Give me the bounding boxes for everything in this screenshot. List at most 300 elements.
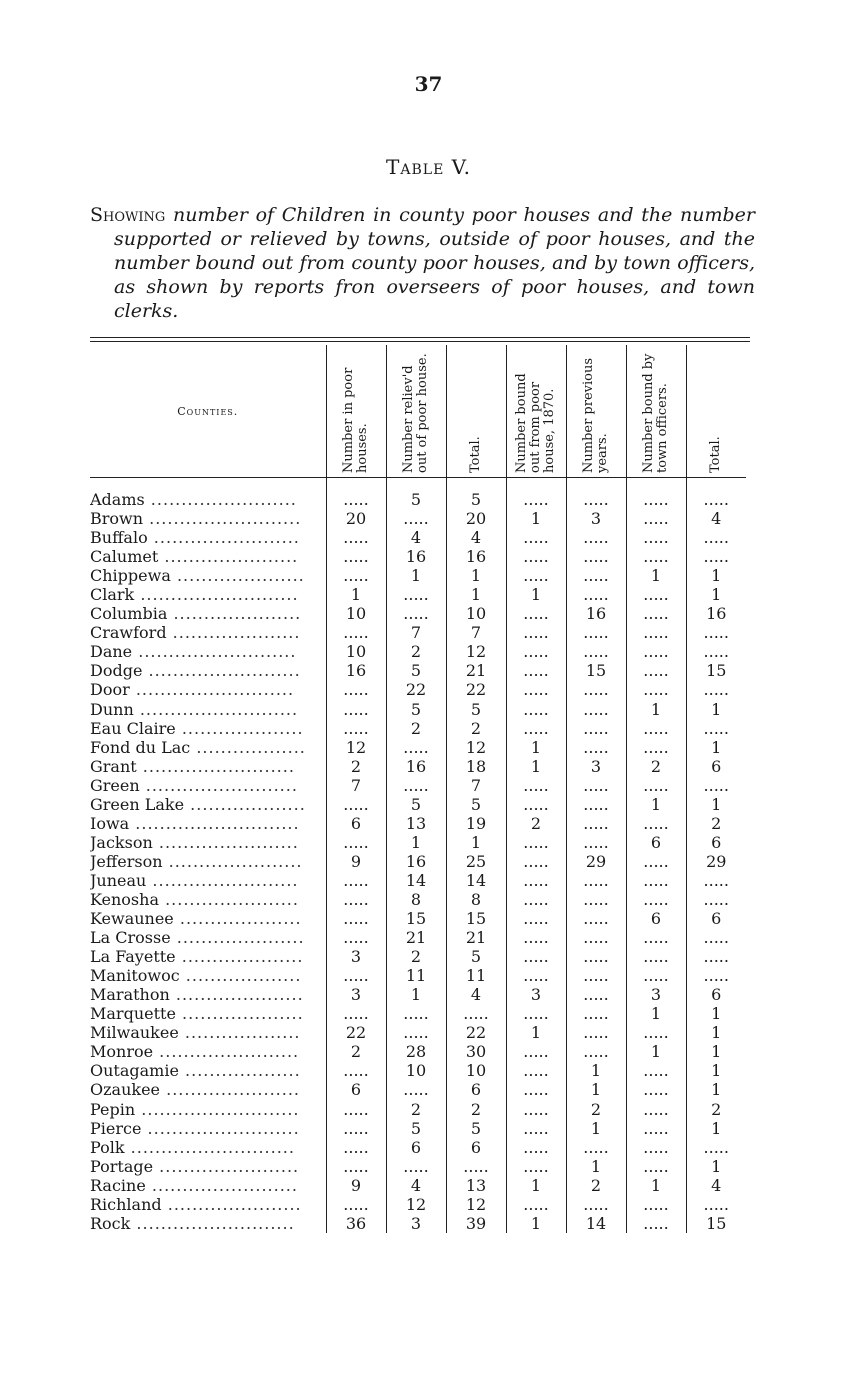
cell-c4: .....	[506, 795, 566, 814]
leader-dots: ...........................	[124, 1137, 295, 1157]
county-label: Green	[90, 775, 140, 795]
cell-c2: 16	[386, 852, 446, 871]
header-total-b	[686, 345, 746, 478]
cell-c7: 6	[686, 909, 746, 928]
cell-c6: .....	[626, 719, 686, 738]
cell-c2: .....	[386, 509, 446, 528]
county-name	[90, 604, 326, 623]
cell-c7: .....	[686, 623, 746, 642]
cell-c1: .....	[326, 478, 386, 510]
cell-c7: .....	[686, 719, 746, 738]
cell-c6: .....	[626, 852, 686, 871]
cell-c3: 14	[446, 871, 506, 890]
county-name	[90, 1023, 326, 1042]
table-row	[90, 1157, 746, 1176]
cell-c7: .....	[686, 890, 746, 909]
cell-c5: .....	[566, 928, 626, 947]
county-name	[90, 852, 326, 871]
table-row	[90, 661, 746, 680]
cell-c2: 4	[386, 528, 446, 547]
table-row	[90, 1214, 746, 1233]
cell-c2: .....	[386, 585, 446, 604]
cell-c3: 30	[446, 1042, 506, 1061]
cell-c3: 22	[446, 680, 506, 699]
header-bound-town-officers	[626, 345, 686, 478]
table-row	[90, 1042, 746, 1061]
cell-c4: .....	[506, 833, 566, 852]
cell-c6: .....	[626, 642, 686, 661]
cell-c3: 12	[446, 1195, 506, 1214]
cell-c6: .....	[626, 890, 686, 909]
cell-c3: 6	[446, 1080, 506, 1099]
cell-c2: .....	[386, 1023, 446, 1042]
cell-c6: .....	[626, 1157, 686, 1176]
cell-c1: .....	[326, 1004, 386, 1023]
cell-c7: .....	[686, 1138, 746, 1157]
cell-c1: .....	[326, 890, 386, 909]
county-label: Monroe	[90, 1042, 154, 1062]
cell-c1: 16	[326, 661, 386, 680]
cell-c4: .....	[506, 566, 566, 585]
cell-c5: 1	[566, 1157, 626, 1176]
table-caption	[90, 203, 755, 323]
children-table	[90, 345, 746, 1233]
cell-c5: .....	[566, 478, 626, 510]
county-name	[90, 547, 326, 566]
cell-c1: .....	[326, 909, 386, 928]
header-in-poor-houses	[326, 345, 386, 478]
cell-c1: 2	[326, 757, 386, 776]
cell-c6: .....	[626, 1138, 686, 1157]
cell-c1: 36	[326, 1214, 386, 1233]
cell-c4: .....	[506, 909, 566, 928]
leader-dots: ....................	[175, 947, 304, 967]
county-name	[90, 719, 326, 738]
cell-c3: 1	[446, 566, 506, 585]
cell-c2: 1	[386, 833, 446, 852]
county-label: Kewaunee	[90, 909, 174, 929]
cell-c3: 4	[446, 985, 506, 1004]
cell-c5: 1	[566, 1080, 626, 1099]
header-bound-out-1870	[506, 345, 566, 478]
county-name	[90, 1176, 326, 1195]
cell-c4: 3	[506, 985, 566, 1004]
cell-c4: 1	[506, 738, 566, 757]
cell-c2: 10	[386, 1061, 446, 1080]
cell-c5: .....	[566, 642, 626, 661]
leader-dots: ..........................	[130, 1213, 295, 1233]
header-relieved-out	[386, 345, 446, 478]
cell-c6: .....	[626, 1214, 686, 1233]
cell-c2: 5	[386, 700, 446, 719]
cell-c1: 3	[326, 985, 386, 1004]
header-bound-out-1870-label: Number bound out from poor house, 1870.	[514, 373, 557, 473]
cell-c4: .....	[506, 890, 566, 909]
county-label: Calumet	[90, 547, 159, 567]
cell-c5: .....	[566, 719, 626, 738]
cell-c4: .....	[506, 1157, 566, 1176]
leader-dots: ........................	[146, 870, 299, 890]
cell-c5: .....	[566, 871, 626, 890]
cell-c7: 1	[686, 585, 746, 604]
cell-c4: 2	[506, 814, 566, 833]
cell-c1: .....	[326, 566, 386, 585]
county-label: Racine	[90, 1175, 146, 1195]
table-row	[90, 757, 746, 776]
leader-dots: ...........................	[129, 813, 300, 833]
cell-c4: 1	[506, 757, 566, 776]
cell-c3: 5	[446, 700, 506, 719]
cell-c3: 2	[446, 1100, 506, 1119]
county-name	[90, 890, 326, 909]
cell-c4: .....	[506, 1195, 566, 1214]
cell-c7: 6	[686, 833, 746, 852]
cell-c5: .....	[566, 680, 626, 699]
cell-c1: 10	[326, 642, 386, 661]
header-total-b-label: Total.	[708, 436, 724, 473]
cell-c4: .....	[506, 928, 566, 947]
cell-c2: 15	[386, 909, 446, 928]
cell-c1: .....	[326, 623, 386, 642]
cell-c1: .....	[326, 1138, 386, 1157]
cell-c1: 6	[326, 1080, 386, 1099]
cell-c2: 14	[386, 871, 446, 890]
cell-c2: 13	[386, 814, 446, 833]
cell-c7: .....	[686, 947, 746, 966]
county-name	[90, 1061, 326, 1080]
cell-c4: .....	[506, 1061, 566, 1080]
cell-c6: .....	[626, 1080, 686, 1099]
cell-c3: 2	[446, 719, 506, 738]
cell-c1: .....	[326, 1119, 386, 1138]
cell-c3: 11	[446, 966, 506, 985]
cell-c4: .....	[506, 852, 566, 871]
county-name	[90, 985, 326, 1004]
cell-c4: .....	[506, 947, 566, 966]
county-label: Pierce	[90, 1118, 142, 1138]
cell-c3: 4	[446, 528, 506, 547]
table-row	[90, 1176, 746, 1195]
cell-c4: .....	[506, 1042, 566, 1061]
table-row	[90, 1138, 746, 1157]
cell-c7: 1	[686, 1042, 746, 1061]
cell-c1: 9	[326, 852, 386, 871]
cell-c4: .....	[506, 604, 566, 623]
leader-dots: ..........................	[133, 699, 299, 719]
cell-c2: .....	[386, 1004, 446, 1023]
county-label: Milwaukee	[90, 1023, 179, 1043]
cell-c3: 15	[446, 909, 506, 928]
cell-c5: .....	[566, 985, 626, 1004]
county-name	[90, 585, 326, 604]
cell-c3: 10	[446, 1061, 506, 1080]
cell-c3: 22	[446, 1023, 506, 1042]
cell-c5: 1	[566, 1061, 626, 1080]
cell-c5: .....	[566, 738, 626, 757]
cell-c5: 2	[566, 1176, 626, 1195]
county-label: Door	[90, 680, 130, 700]
cell-c2: 3	[386, 1214, 446, 1233]
cell-c1: .....	[326, 528, 386, 547]
leader-dots: ...................	[178, 1061, 301, 1081]
cell-c1: .....	[326, 928, 386, 947]
cell-c1: 20	[326, 509, 386, 528]
header-bound-town-officers-label: Number bound by town officers.	[641, 353, 670, 473]
cell-c1: 1	[326, 585, 386, 604]
table-row	[90, 547, 746, 566]
cell-c6: .....	[626, 947, 686, 966]
leader-dots: ...................	[179, 966, 302, 986]
cell-c4: .....	[506, 478, 566, 510]
cell-c6: .....	[626, 547, 686, 566]
county-name	[90, 1214, 326, 1233]
table-row	[90, 642, 746, 661]
cell-c1: .....	[326, 700, 386, 719]
county-name	[90, 661, 326, 680]
cell-c4: .....	[506, 547, 566, 566]
cell-c2: 6	[386, 1138, 446, 1157]
cell-c2: .....	[386, 1080, 446, 1099]
county-label: Fond du Lac	[90, 737, 191, 757]
leader-dots: .......................	[152, 832, 299, 852]
county-label: Jefferson	[90, 851, 163, 871]
cell-c4: 1	[506, 1214, 566, 1233]
cell-c7: 4	[686, 1176, 746, 1195]
cell-c6: .....	[626, 1061, 686, 1080]
cell-c4: .....	[506, 966, 566, 985]
table-row	[90, 604, 746, 623]
cell-c5: .....	[566, 585, 626, 604]
county-name	[90, 623, 326, 642]
cell-c1: 10	[326, 604, 386, 623]
county-name	[90, 478, 326, 510]
cell-c7: 6	[686, 757, 746, 776]
cell-c2: 2	[386, 1100, 446, 1119]
cell-c3: 20	[446, 509, 506, 528]
cell-c4: .....	[506, 1119, 566, 1138]
cell-c3: 25	[446, 852, 506, 871]
cell-c6: .....	[626, 585, 686, 604]
cell-c6: .....	[626, 1023, 686, 1042]
header-total-a	[446, 345, 506, 478]
cell-c3: 5	[446, 947, 506, 966]
cell-c3: 1	[446, 585, 506, 604]
county-name	[90, 757, 326, 776]
leader-dots: .........................	[141, 1118, 300, 1138]
cell-c5: 1	[566, 1119, 626, 1138]
cell-c3: 8	[446, 890, 506, 909]
header-previous-years	[566, 345, 626, 478]
cell-c7: 1	[686, 795, 746, 814]
cell-c6: 6	[626, 833, 686, 852]
cell-c7: .....	[686, 478, 746, 510]
header-counties: Counties.	[90, 345, 326, 478]
table-row	[90, 623, 746, 642]
cell-c2: 5	[386, 661, 446, 680]
cell-c7: 1	[686, 1119, 746, 1138]
cell-c6: .....	[626, 928, 686, 947]
county-label: Kenosha	[90, 890, 159, 909]
header-relieved-out-label: Number reliev'd out of poor house.	[401, 353, 430, 473]
cell-c3: 10	[446, 604, 506, 623]
cell-c6: .....	[626, 776, 686, 795]
cell-c6: .....	[626, 623, 686, 642]
leader-dots: ........................	[147, 528, 300, 548]
cell-c3: 5	[446, 478, 506, 510]
header-previous-years-label: Number previous years.	[581, 357, 610, 473]
cell-c5: .....	[566, 776, 626, 795]
table-row	[90, 776, 746, 795]
county-label: La Fayette	[90, 947, 176, 967]
county-label: Dodge	[90, 661, 143, 681]
cell-c3: .....	[446, 1004, 506, 1023]
cell-c3: 21	[446, 928, 506, 947]
leader-dots: ........................	[144, 490, 297, 510]
county-label: Crawford	[90, 623, 167, 643]
cell-c3: 6	[446, 1138, 506, 1157]
cell-c5: .....	[566, 966, 626, 985]
cell-c1: 3	[326, 947, 386, 966]
table-row	[90, 528, 746, 547]
county-label: Adams	[90, 490, 145, 510]
cell-c5: .....	[566, 1004, 626, 1023]
cell-c6: .....	[626, 528, 686, 547]
leader-dots: ......................	[158, 890, 299, 909]
county-name	[90, 1195, 326, 1214]
cell-c3: 39	[446, 1214, 506, 1233]
leader-dots: ......................	[161, 1194, 302, 1214]
county-label: Grant	[90, 756, 137, 776]
leader-dots: ....................	[173, 909, 302, 929]
county-label: Dunn	[90, 699, 134, 719]
leader-dots: ......................	[160, 1080, 301, 1100]
county-name	[90, 966, 326, 985]
leader-dots: .....................	[170, 928, 305, 948]
county-name	[90, 947, 326, 966]
table-row	[90, 738, 746, 757]
county-name	[90, 1119, 326, 1138]
cell-c7: 1	[686, 700, 746, 719]
table-row	[90, 909, 746, 928]
cell-c4: .....	[506, 623, 566, 642]
cell-c7: 1	[686, 738, 746, 757]
leader-dots: .........................	[136, 756, 295, 776]
cell-c5: .....	[566, 909, 626, 928]
table-row	[90, 1080, 746, 1099]
county-label: Green Lake	[90, 794, 185, 814]
cell-c3: 18	[446, 757, 506, 776]
county-name	[90, 928, 326, 947]
cell-c1: .....	[326, 966, 386, 985]
county-label: Juneau	[90, 870, 147, 890]
cell-c2: .....	[386, 776, 446, 795]
cell-c3: 19	[446, 814, 506, 833]
cell-c7: 15	[686, 1214, 746, 1233]
county-label: Outagamie	[90, 1061, 179, 1081]
cell-c2: .....	[386, 1157, 446, 1176]
county-label: Marathon	[90, 985, 170, 1005]
leader-dots: ..........................	[135, 1099, 300, 1119]
table-row	[90, 928, 746, 947]
leader-dots: ...................	[178, 1023, 301, 1043]
cell-c2: 11	[386, 966, 446, 985]
cell-c6: .....	[626, 509, 686, 528]
table-body	[90, 478, 746, 1233]
cell-c6: .....	[626, 478, 686, 510]
county-name	[90, 1080, 326, 1099]
cell-c2: 5	[386, 478, 446, 510]
cell-c7: 15	[686, 661, 746, 680]
cell-c5: .....	[566, 700, 626, 719]
page-number: 37	[414, 72, 443, 96]
county-label: Columbia	[90, 604, 168, 624]
leader-dots: ..........................	[132, 642, 297, 662]
county-label: Richland	[90, 1194, 162, 1214]
county-name	[90, 814, 326, 833]
cell-c3: 7	[446, 776, 506, 795]
table-header-row	[90, 345, 746, 478]
cell-c5: .....	[566, 795, 626, 814]
caption-text: number of Children in county poor houses and the number supported or relieved by towns, outside of poor houses, and the number bound out from county poor houses, and by town officers, as shown by reports fron overseers of poor houses, and town clerks.	[114, 204, 755, 322]
cell-c2: .....	[386, 604, 446, 623]
cell-c4: .....	[506, 528, 566, 547]
cell-c5: 16	[566, 604, 626, 623]
county-name	[90, 1138, 326, 1157]
county-name	[90, 1004, 326, 1023]
cell-c1: .....	[326, 719, 386, 738]
cell-c2: 2	[386, 947, 446, 966]
cell-c7: .....	[686, 966, 746, 985]
cell-c7: 4	[686, 509, 746, 528]
cell-c4: 1	[506, 585, 566, 604]
cell-c4: .....	[506, 642, 566, 661]
table-row	[90, 985, 746, 1004]
cell-c3: 5	[446, 1119, 506, 1138]
county-name	[90, 680, 326, 699]
cell-c6: 6	[626, 909, 686, 928]
table-row	[90, 890, 746, 909]
county-name	[90, 1100, 326, 1119]
cell-c5: 29	[566, 852, 626, 871]
cell-c3: 16	[446, 547, 506, 566]
cell-c5: .....	[566, 566, 626, 585]
cell-c7: 16	[686, 604, 746, 623]
county-label: Rock	[90, 1213, 131, 1233]
cell-c7: .....	[686, 642, 746, 661]
cell-c7: 1	[686, 1080, 746, 1099]
header-total-a-label: Total.	[468, 436, 483, 473]
cell-c5: 14	[566, 1214, 626, 1233]
cell-c4: .....	[506, 700, 566, 719]
cell-c7: .....	[686, 528, 746, 547]
leader-dots: .........................	[143, 509, 302, 529]
table-row	[90, 700, 746, 719]
county-label: Eau Claire	[90, 718, 176, 738]
cell-c2: 8	[386, 890, 446, 909]
cell-c2: 2	[386, 642, 446, 661]
cell-c7: 1	[686, 1157, 746, 1176]
cell-c3: 21	[446, 661, 506, 680]
leader-dots: ...................	[184, 794, 306, 814]
cell-c6: .....	[626, 1195, 686, 1214]
cell-c2: 2	[386, 719, 446, 738]
caption-lead: Showing	[90, 204, 166, 226]
cell-c4: 1	[506, 1023, 566, 1042]
cell-c2: 12	[386, 1195, 446, 1214]
cell-c4: .....	[506, 1080, 566, 1099]
cell-c4: 1	[506, 1176, 566, 1195]
cell-c6: 1	[626, 700, 686, 719]
